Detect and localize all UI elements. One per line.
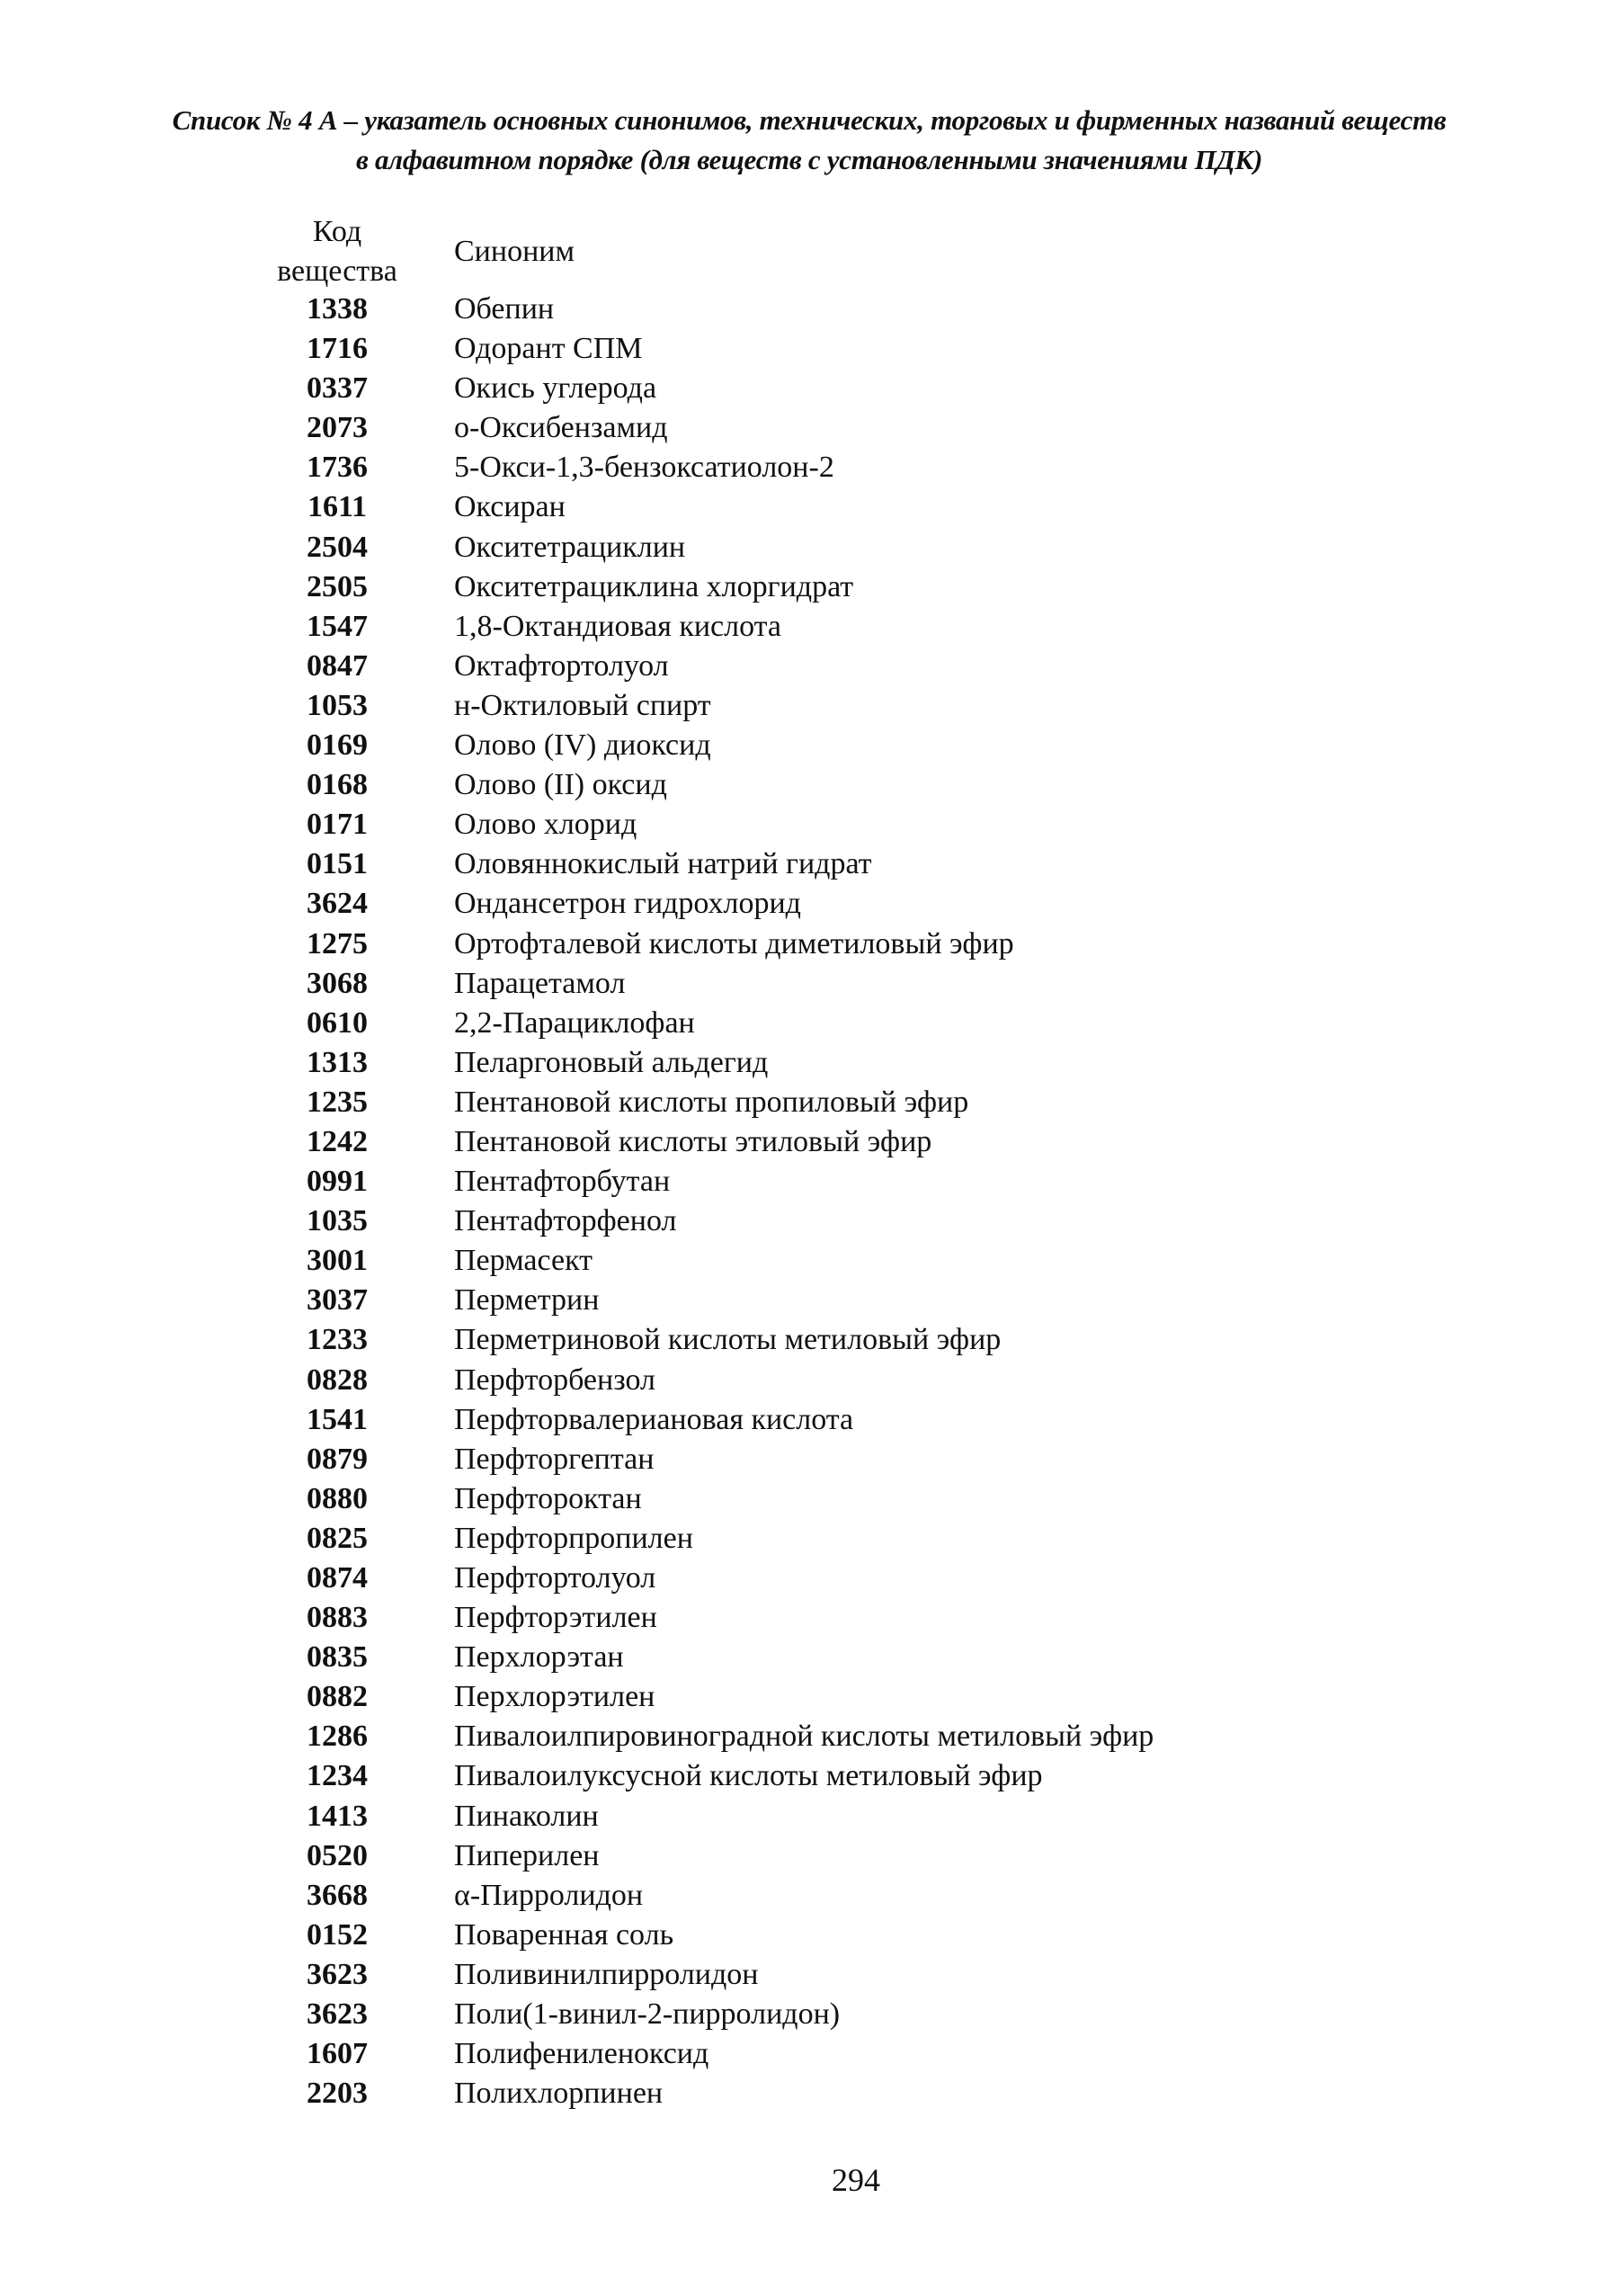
substance-code: 0610 xyxy=(307,1005,368,1040)
substance-code: 1242 xyxy=(307,1124,368,1158)
page-number: 294 xyxy=(832,2162,880,2198)
table-row xyxy=(261,1876,1385,1916)
table-row xyxy=(261,1281,1385,1320)
table-row xyxy=(261,329,1385,369)
table-row xyxy=(261,765,1385,805)
substance-code: 0825 xyxy=(307,1521,368,1555)
substance-code: 0151 xyxy=(307,847,368,881)
substance-code: 1053 xyxy=(307,688,368,722)
substance-code: 3668 xyxy=(307,1878,368,1912)
substance-synonym: Перхлорэтилен xyxy=(454,1680,655,1714)
substance-code: 0835 xyxy=(307,1640,368,1675)
substance-synonym: Пивалоилуксусной кислоты метиловый эфир xyxy=(454,1759,1043,1793)
substance-code: 1313 xyxy=(307,1045,368,1079)
substance-synonym: Оксиран xyxy=(454,490,566,524)
substance-code: 1541 xyxy=(307,1402,368,1436)
table-row xyxy=(261,1043,1385,1083)
table-row xyxy=(261,369,1385,408)
table-row xyxy=(261,448,1385,487)
substance-synonym: Перфторбензол xyxy=(454,1362,655,1397)
substance-code: 0879 xyxy=(307,1442,368,1476)
substance-code: 3001 xyxy=(307,1244,368,1278)
substance-synonym: Оловяннокислый натрий гидрат xyxy=(454,847,872,881)
synonym-table-body xyxy=(261,290,1385,2113)
table-row xyxy=(261,1361,1385,1400)
header-line-1: Список № 4 А – указатель основных синонимов, технических, торговых и фирменных названий веществ xyxy=(172,104,1447,136)
substance-synonym: 5-Окси-1,3-бензоксатиолон-2 xyxy=(454,451,834,485)
substance-synonym: Пермасект xyxy=(454,1244,593,1278)
substance-code: 2505 xyxy=(307,569,368,603)
table-row xyxy=(261,1241,1385,1281)
substance-synonym: Полифениленоксид xyxy=(454,2037,709,2071)
substance-code: 0883 xyxy=(307,1601,368,1635)
table-row xyxy=(261,2034,1385,2074)
substance-code: 1234 xyxy=(307,1759,368,1793)
table-row xyxy=(261,1202,1385,1241)
substance-synonym: Окситетрациклина хлоргидрат xyxy=(454,569,854,603)
table-row xyxy=(261,1083,1385,1122)
substance-code: 1547 xyxy=(307,609,368,643)
substance-synonym: Перфторэтилен xyxy=(454,1601,657,1635)
table-row xyxy=(261,1519,1385,1559)
substance-synonym: Перфтортолуол xyxy=(454,1561,656,1595)
substance-code: 1233 xyxy=(307,1323,368,1357)
substance-synonym: Олово (IV) диоксид xyxy=(454,728,711,763)
substance-code: 3624 xyxy=(307,887,368,921)
substance-synonym: Ортофталевой кислоты диметиловый эфир xyxy=(454,926,1014,960)
substance-synonym: Перфтороктан xyxy=(454,1481,642,1515)
substance-code: 3068 xyxy=(307,966,368,1000)
table-row xyxy=(261,408,1385,448)
substance-synonym: Пентановой кислоты пропиловый эфир xyxy=(454,1085,969,1119)
table-row xyxy=(261,1479,1385,1519)
table-row xyxy=(261,647,1385,686)
substance-code: 1338 xyxy=(307,292,368,326)
substance-synonym: 1,8-Октандиовая кислота xyxy=(454,609,782,643)
substance-synonym: Пентафторфенол xyxy=(454,1204,677,1238)
substance-synonym: Поваренная соль xyxy=(454,1917,674,1952)
substance-synonym: Ондансетрон гидрохлорид xyxy=(454,887,801,921)
table-row xyxy=(261,1677,1385,1717)
substance-code: 0171 xyxy=(307,808,368,842)
substance-code: 1611 xyxy=(307,490,368,524)
substance-synonym: Олово (II) оксид xyxy=(454,768,667,802)
table-header xyxy=(261,212,1340,291)
table-row xyxy=(261,1756,1385,1796)
substance-code: 2504 xyxy=(307,530,368,564)
substance-synonym: Пентафторбутан xyxy=(454,1165,671,1199)
substance-synonym: Окситетрациклин xyxy=(454,530,686,564)
substance-code: 0828 xyxy=(307,1362,368,1397)
table-row xyxy=(261,1995,1385,2034)
column-header-code-line-2: вещества xyxy=(277,255,397,288)
substance-synonym: Перхлорэтан xyxy=(454,1640,624,1675)
table-row xyxy=(261,1122,1385,1162)
table-row xyxy=(261,2074,1385,2113)
substance-code: 1716 xyxy=(307,332,368,366)
substance-code: 0991 xyxy=(307,1165,368,1199)
substance-synonym: Олово хлорид xyxy=(454,808,637,842)
substance-code: 1607 xyxy=(307,2037,368,2071)
table-row xyxy=(261,1955,1385,1995)
substance-code: 0880 xyxy=(307,1481,368,1515)
substance-code: 0168 xyxy=(307,768,368,802)
table-row xyxy=(261,1717,1385,1756)
substance-code: 0847 xyxy=(307,648,368,683)
table-row xyxy=(261,487,1385,527)
table-row xyxy=(261,1162,1385,1202)
table-row xyxy=(261,686,1385,726)
table-row xyxy=(261,884,1385,924)
substance-synonym: Пеларгоновый альдегид xyxy=(454,1045,769,1079)
substance-code: 3623 xyxy=(307,1997,368,2032)
substance-synonym: α-Пирролидон xyxy=(454,1878,644,1912)
column-header-code-line-1: Код xyxy=(312,215,362,248)
substance-synonym: Парацетамол xyxy=(454,966,626,1000)
substance-code: 2073 xyxy=(307,411,368,445)
table-row xyxy=(261,1559,1385,1598)
substance-synonym: Пентановой кислоты этиловый эфир xyxy=(454,1124,932,1158)
table-row xyxy=(261,925,1385,964)
substance-synonym: Перфторпропилен xyxy=(454,1521,693,1555)
substance-code: 3037 xyxy=(307,1283,368,1318)
table-row xyxy=(261,290,1385,329)
substance-synonym: Пивалоилпировиноградной кислоты метиловый эфир xyxy=(454,1720,1154,1754)
table-row xyxy=(261,1400,1385,1440)
table-row xyxy=(261,726,1385,765)
table-row xyxy=(261,1916,1385,1955)
substance-synonym: Октафтортолуол xyxy=(454,648,669,683)
table-row xyxy=(261,1320,1385,1360)
table-row xyxy=(261,1440,1385,1479)
substance-synonym: Поливинилпирролидон xyxy=(454,1957,759,1991)
substance-code: 1736 xyxy=(307,451,368,485)
table-row xyxy=(261,805,1385,844)
substance-synonym: 2,2-Парациклофан xyxy=(454,1005,695,1040)
substance-code: 3623 xyxy=(307,1957,368,1991)
header-line-2: в алфавитном порядке (для веществ с установленными значениями ПДК) xyxy=(355,144,1263,175)
substance-synonym: Перфторвалериановая кислота xyxy=(454,1402,854,1436)
substance-code: 1413 xyxy=(307,1799,368,1833)
substance-code: 1035 xyxy=(307,1204,368,1238)
substance-code: 0882 xyxy=(307,1680,368,1714)
column-header-synonym: Синоним xyxy=(454,235,575,268)
table-row xyxy=(261,844,1385,884)
substance-synonym: Перметрин xyxy=(454,1283,600,1318)
substance-synonym: Перфторгептан xyxy=(454,1442,655,1476)
page-header xyxy=(108,101,1510,180)
substance-synonym: Перметриновой кислоты метиловый эфир xyxy=(454,1323,1002,1357)
substance-code: 0337 xyxy=(307,371,368,406)
table-row xyxy=(261,528,1385,567)
table-row xyxy=(261,1836,1385,1876)
substance-code: 0169 xyxy=(307,728,368,763)
substance-code: 1275 xyxy=(307,926,368,960)
substance-synonym: Пиперилен xyxy=(454,1838,600,1872)
table-row xyxy=(261,607,1385,647)
substance-synonym: Одорант СПМ xyxy=(454,332,643,366)
table-row xyxy=(261,1004,1385,1043)
substance-code: 2203 xyxy=(307,2077,368,2111)
table-row xyxy=(261,1638,1385,1677)
substance-code: 1235 xyxy=(307,1085,368,1119)
substance-code: 0874 xyxy=(307,1561,368,1595)
table-row xyxy=(261,1797,1385,1836)
substance-synonym: о-Оксибензамид xyxy=(454,411,668,445)
table-row xyxy=(261,964,1385,1004)
column-header-code xyxy=(261,212,414,291)
substance-synonym: н-Октиловый спирт xyxy=(454,688,711,722)
substance-synonym: Окись углерода xyxy=(454,371,657,406)
substance-synonym: Пинаколин xyxy=(454,1799,599,1833)
substance-synonym: Обепин xyxy=(454,292,555,326)
substance-code: 0520 xyxy=(307,1838,368,1872)
substance-synonym: Поли(1-винил-2-пирролидон) xyxy=(454,1997,841,2032)
substance-code: 0152 xyxy=(307,1917,368,1952)
table-row xyxy=(261,567,1385,607)
substance-synonym: Полихлорпинен xyxy=(454,2077,664,2111)
substance-code: 1286 xyxy=(307,1720,368,1754)
table-row xyxy=(261,1598,1385,1638)
